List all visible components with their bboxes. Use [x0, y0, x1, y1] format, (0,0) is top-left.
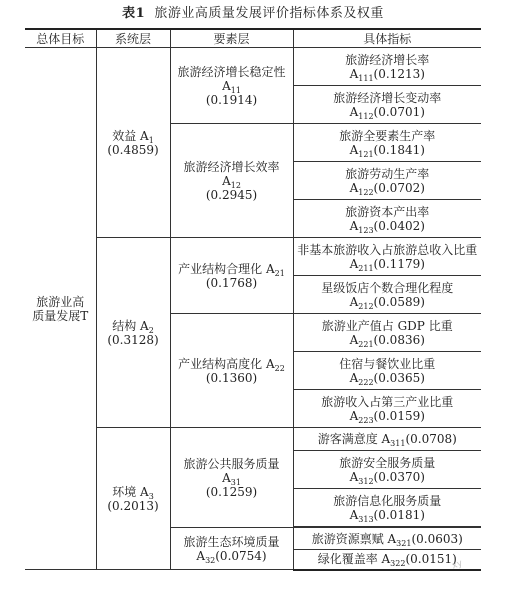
indicator-weight: (0.0151) — [405, 552, 457, 567]
indicator-weight: (0.0701) — [373, 104, 425, 119]
element-cell: 旅游生态环境质量 $A_{32}(0.0754)$ — [170, 528, 293, 570]
element-weight: (0.0754) — [215, 548, 267, 563]
element-weight: (0.1768) — [205, 275, 258, 290]
element-name: 旅游生态环境质量 A — [183, 534, 280, 563]
system-cell-structure: 结构 $A_2$ (0.3128) — [96, 238, 170, 428]
indicator-weight: (0.0702) — [373, 180, 425, 195]
system-weight: (0.4859) — [107, 142, 159, 157]
system-name: 效益 A — [112, 128, 149, 143]
indicator-cell: 游客满意度 $A_{311}(0.0708)$ — [293, 428, 481, 451]
indicator-name: 游客满意度 A — [317, 432, 391, 446]
indicator-cell: 旅游劳动生产率 $A_{122}(0.0702)$ — [293, 162, 481, 200]
indicator-weight: (0.0589) — [373, 294, 425, 309]
element-name: 产业结构高度化 A — [178, 356, 275, 371]
indicator-name: 星级饭店个数合理化程度 — [321, 280, 454, 295]
indicator-weight: (0.0370) — [373, 469, 425, 484]
indicator-name: 旅游经济增长率 — [345, 52, 430, 67]
header-system: 系统层 — [96, 29, 170, 48]
indicator-weight: (0.0836) — [373, 332, 425, 347]
table-caption: 旅游业高质量发展评价指标体系及权重 — [154, 6, 384, 21]
indicator-name: 旅游劳动生产率 — [345, 166, 430, 181]
indicator-weight: (0.0708) — [405, 432, 457, 446]
indicator-weight: (0.1213) — [373, 66, 425, 81]
element-cell: 旅游经济增长稳定性 $A_{11}$ (0.1914) — [170, 48, 293, 124]
indicator-cell: 星级饭店个数合理化程度 $A_{212}(0.0589)$ — [293, 276, 481, 314]
element-cell: 产业结构高度化 $A_{22}$ (0.1360) — [170, 314, 293, 428]
element-weight: (0.1360) — [205, 370, 258, 385]
indicator-cell: 旅游全要素生产率 $A_{121}(0.1841)$ — [293, 124, 481, 162]
goal-cell — [25, 48, 96, 570]
indicator-weight: (0.0181) — [373, 507, 425, 522]
system-name: 结构 A — [112, 318, 149, 333]
indicator-weight: (0.0159) — [373, 408, 425, 423]
indicator-name: 非基本旅游收入占旅游总收入比重 A — [297, 242, 478, 271]
system-weight: (0.2013) — [107, 498, 159, 513]
system-name: 环境 A — [112, 484, 149, 499]
goal-label: 旅游业高质量发展T — [32, 294, 89, 323]
indicator-table — [25, 28, 481, 571]
table-row — [25, 48, 481, 86]
element-cell: 旅游经济增长效率 $A_{12}$ (0.2945) — [170, 124, 293, 238]
indicator-cell: 旅游业产值占 GDP 比重 $A_{221}(0.0836)$ — [293, 314, 481, 352]
header-element: 要素层 — [170, 29, 293, 48]
element-weight: (0.1914) — [205, 92, 258, 107]
indicator-weight: (0.1179) — [373, 256, 425, 271]
indicator-name: 旅游资本产出率 — [345, 204, 430, 219]
element-cell: 产业结构合理化 $A_{21}$ (0.1768) — [170, 238, 293, 314]
system-cell-benefit: 效益 $A_1$ (0.4859) — [96, 48, 170, 238]
element-weight: (0.2945) — [205, 187, 258, 202]
element-name: 旅游公共服务质量 A — [183, 456, 280, 485]
indicator-cell: 旅游安全服务质量 $A_{312}(0.0370)$ — [293, 451, 481, 489]
indicator-cell: 旅游资源禀赋 $A_{321}(0.0603)$ — [293, 528, 481, 550]
indicator-name: 旅游信息化服务质量 — [333, 493, 442, 508]
indicator-cell: 旅游收入占第三产业比重 $A_{223}(0.0159)$ — [293, 390, 481, 428]
indicator-cell: 旅游经济增长率 $A_{111}(0.1213)$ — [293, 48, 481, 86]
header-goal: 总体目标 — [25, 29, 96, 48]
indicator-weight: (0.0402) — [373, 218, 425, 233]
element-cell: 旅游公共服务质量 $A_{31}$ (0.1259) — [170, 428, 293, 528]
table-header-row — [25, 29, 481, 48]
system-cell-environment: 环境 $A_3$ (0.2013) — [96, 428, 170, 570]
indicator-name: 旅游资源禀赋 A — [311, 531, 397, 546]
indicator-name: 旅游业产值占 GDP 比重 — [321, 318, 453, 333]
indicator-cell: 旅游资本产出率 $A_{123}(0.0402)$ — [293, 200, 481, 238]
indicator-name: 旅游收入占第三产业比重 — [321, 394, 454, 409]
indicator-name: 旅游经济增长变动率 — [333, 90, 442, 105]
element-weight: (0.1259) — [205, 484, 258, 499]
indicator-name: 住宿与餐饮业比重 — [339, 356, 436, 371]
indicator-name: 旅游全要素生产率 — [339, 128, 436, 143]
indicator-weight: (0.0365) — [373, 370, 425, 385]
indicator-cell: 住宿与餐饮业比重 $A_{222}(0.0365)$ — [293, 352, 481, 390]
indicator-name: 旅游安全服务质量 — [339, 455, 436, 470]
element-name: 旅游经济增长稳定性 A — [177, 64, 286, 93]
indicator-cell: 旅游信息化服务质量 $A_{313}(0.0181)$ — [293, 489, 481, 527]
element-name: 产业结构合理化 A — [178, 261, 275, 276]
table-number: 表1 — [122, 6, 146, 21]
indicator-cell: 绿化覆盖率 $A_{322}(0.0151)$ — [293, 550, 481, 570]
indicator-cell: 非基本旅游收入占旅游总收入比重 $A_{211}(0.1179)$ — [293, 238, 481, 276]
element-name: 旅游经济增长效率 A — [183, 159, 280, 188]
header-indicator: 具体指标 — [293, 29, 481, 48]
table-title — [0, 6, 506, 22]
watermark: xy — [450, 558, 465, 572]
indicator-weight: (0.0603) — [411, 531, 463, 546]
indicator-weight: (0.1841) — [373, 142, 425, 157]
indicator-cell: 旅游经济增长变动率 $A_{112}(0.0701)$ — [293, 86, 481, 124]
system-weight: (0.3128) — [107, 332, 159, 347]
indicator-name: 绿化覆盖率 A — [317, 552, 391, 567]
